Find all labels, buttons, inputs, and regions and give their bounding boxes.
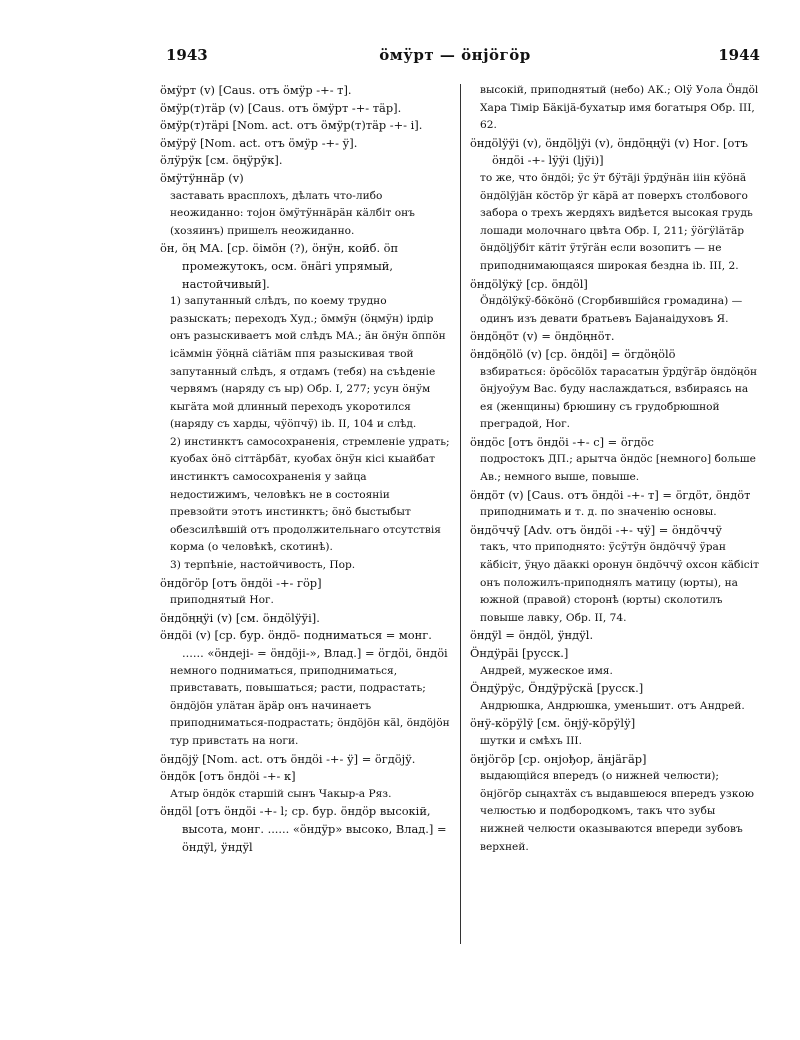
dictionary-entry: ӧндӧlӱкӱ [ср. ӧндӧl] — [470, 276, 588, 291]
definition: заставать врасплохъ, дѣлать что-либо неожиданно: тојон ӧмӱтӱннӓрӓн кӓлбіт онъ (хозяинъ) пришелъ неожиданно. — [170, 189, 415, 237]
definition: Андрей, мужеское имя. — [480, 664, 613, 677]
dictionary-entry: ӧндӱl = ӧндӧl, ӱндӱl. — [470, 628, 594, 643]
definition: такъ, что приподнято: ӱсӱтӱн ӧндӧччӱ ӱран кӓбісіт, ӱңуо дӓаккі оронун ӧндӧччӱ охсон кӓбісіт онъ положилъ-приподнялъ матицу (юрты), на южной (правой) сторонѣ (юрты) сколотилъ повыше лавку, Обр. II, 74. — [480, 541, 759, 624]
definition: приподнятый Ног. — [170, 594, 274, 607]
dictionary-entry: ӧмӱтӱннӓр (v) — [160, 170, 244, 185]
page-header — [150, 40, 760, 66]
dictionary-entry: ӧлӱрӱк [см. ӧңӱрӱк]. — [160, 153, 283, 168]
running-title: ӧмӱрт — ӧнјӧгӧр — [379, 46, 531, 64]
dictionary-entry: ӧн, ӧң МА. [ср. ӧімӧн (?), ӧнӱн, койб. ӧп промежутокъ, осм. ӧнӓгі упрямый, настойчивый]. — [160, 241, 399, 291]
dictionary-entry: ӧндӧс [отъ ӧндӧі -+- с] = ӧгдӧс — [470, 434, 654, 449]
definition: Ӧндӧlӱкӱ-бӧкӧнӧ (Сгорбившійся громадина) — одинъ изъ девати братьевъ Бајанаідуховъ Я. — [480, 295, 743, 325]
definition: взбираться: ӧрӧсӧlӧх тарасатын ӱрдӱгӓр ӧндӧңӧн ӧнјуоӱум Вас. буду наслаждаться, взбираясь на ея (женщины) брюшину съ грудобрюшной преградой, Ног. — [480, 365, 758, 431]
definition: 1) запутанный слѣдъ, по коему трудно разыскать; переходъ Худ.; ӧммӱн (ӧңмӱн) ірдір онъ разыскиваетъ мой слѣдъ МА.; ӓн ӧнӱн ӧппӧн ісӓммін ӱӧңнӓ сіӓтіӓм ппя разыскивая твой запутанный слѣдъ, я отдамъ (тебя) на съѣденіе червямъ (наряду съ ыр) Обр. I, 277; усун ӧнӱм кыгӓта мой длинный переходъ укоротился (наряду съ харды, чӱӧпчӱ) ib. II, 104 и слѣд. — [170, 295, 446, 431]
dictionary-entry: ӧнјӧгӧр [ср. онјођор, ӓнјӓгӓр] — [470, 751, 647, 766]
dictionary-entry: ӧмӱр(т)тӓрі [Nom. act. отъ ӧмӱр(т)тӓр -+- і]. — [160, 118, 423, 133]
dictionary-entry: ӧндӧт (v) [Caus. отъ ӧндӧі -+- т] = ӧгдӧт, ӧндӧт — [470, 487, 751, 502]
dictionary-entry: Ӧндӱрӓі [русск.] — [470, 646, 569, 660]
definition: шутки и смѣхъ III. — [480, 734, 582, 747]
definition: Андрюшка, Андрюшка, уменьшит. отъ Андрей. — [480, 699, 745, 712]
dictionary-entry: Ӧндӱрӱс, Ӧндӱрӱскӓ [русск.] — [470, 681, 644, 696]
definition: приподнимать и т. д. по значенію основы. — [480, 506, 717, 519]
dictionary-entry: ӧндӧl [отъ ӧндӧі -+- l; ср. бур. ӧндӧр высокій, высота, монг. ...... «ӧндӱр» высоко, Влад.] = ӧндӱl, ӱндӱl — [160, 804, 447, 854]
dictionary-entry: ӧндӧччӱ [Adv. отъ ӧндӧі -+- чӱ] = ӧндӧччӱ — [470, 522, 723, 537]
dictionary-entry: ӧндӧlӱӱі (v), ӧндӧlјӱі (v), ӧндӧңңӱі (v) Ног. [отъ ӧндӧі -+- lӱӱі (lјӱі)] — [470, 135, 748, 168]
dictionary-entry: ӧндӧгӧр [отъ ӧндӧі -+- гӧр] — [160, 575, 322, 590]
definition: немного подниматься, приподниматься, привставать, повышаться; расти, подрастать; ӧндӧјӧн улӓтан ӓрӓр онъ начинаетъ приподниматься-подрастать; ӧндӧјӧн кӓl, ӧндӧјӧн тур привстать на ноги. — [170, 664, 450, 747]
definition: высокій, приподнятый (небо) АК.; Оlӱ Уола Ӧндӧl Хара Тімір Бӓкіјӓ-бухатыр имя богатыря Обр. III, 62. — [480, 84, 759, 132]
column-divider — [460, 84, 461, 944]
definition: Атыр ӧндӧк старшій сынъ Чакыр-а Ряз. — [170, 787, 392, 800]
dictionary-entry: ӧндӧңӧlӧ (v) [ср. ӧндӧі] = ӧгдӧңӧlӧ — [470, 346, 676, 361]
page-number-left: 1943 — [166, 46, 208, 64]
dictionary-entry: ӧндӧңӧт (v) = ӧндӧңнӧт. — [470, 329, 615, 344]
dictionary-entry: ӧндӧі (v) [ср. бур. ӧндӧ- подниматься = монг. ...... «ӧндеji- = ӧндӧji-», Влад.] = ӧгдӧі, ӧндӧі — [160, 628, 448, 660]
dictionary-entry: ӧмӱрӱ [Nom. act. отъ ӧмӱр -+- ӱ]. — [160, 135, 358, 150]
definition: 3) терпѣніе, настойчивость, Пор. — [170, 559, 356, 572]
dictionary-entry: ӧндӧңңӱі (v) [см. ӧндӧlӱӱі]. — [160, 610, 320, 625]
definition: 2) инстинктъ самосохраненія, стремленіе удрать; куобах ӧнӧ сіттӓрбӓт, куобах ӧнӱн кісі кыайбат инстинктъ самосохраненія у зайца недостижимъ, человѣкъ не в состояніи превзойти этотъ инстинктъ; ӧнӧ быстыбыт обезсилѣвшій отъ продолжительнаго отсутствія корма (о человѣкѣ, скотинѣ). — [170, 435, 450, 554]
dictionary-entry: ӧмӱрт (v) [Caus. отъ ӧмӱр -+- т]. — [160, 83, 352, 97]
dictionary-entry: ӧндӧјӱ [Nom. act. отъ ӧндӧі -+- ӱ] = ӧгдӧјӱ. — [160, 751, 416, 766]
right-column — [470, 82, 760, 856]
page-number-right: 1944 — [718, 46, 760, 64]
definition: подростокъ ДП.; арытча ӧндӧс [немного] больше Ав.; немного выше, повыше. — [480, 453, 756, 484]
dictionary-entry: ӧнӱ-кӧрӱlӱ [см. ӧнјӱ-кӧрӱlӱ] — [470, 716, 636, 731]
definition: выдающійся впередъ (о нижней челюсти); ӧнјӧгӧр сыңахтӓх съ выдавшеюся впередъ узкою челюстью и подбородкомъ, такъ что зубы нижней челюсти оказываются впереди зубовъ верхней. — [480, 770, 754, 853]
dictionary-entry: ӧндӧк [отъ ӧндӧі -+- к] — [160, 769, 296, 784]
definition: то же, что ӧндӧі; ӱс ӱт бӱтӓјі ӱрдӱнӓн ііін кӱӧнӓ ӧндӧlӱјӓн кӧстӧр ӱг кӓрӓ ат поверхъ столбового забора о трехъ жердяхъ видѣется высокая грудь лошади молочнаго цвѣта Обр. I, 211; ӱӧгӱlӓтӓр ӧндӧlјӱбіт кӓтіт ӱтӱгӓн если возопитъ — не приподнимающаяся широкая бездна ib. III, 2. — [480, 171, 753, 272]
dictionary-entry: ӧмӱр(т)тӓр (v) [Caus. отъ ӧмӱрт -+- тӓр]. — [160, 100, 402, 115]
left-column — [160, 82, 450, 856]
